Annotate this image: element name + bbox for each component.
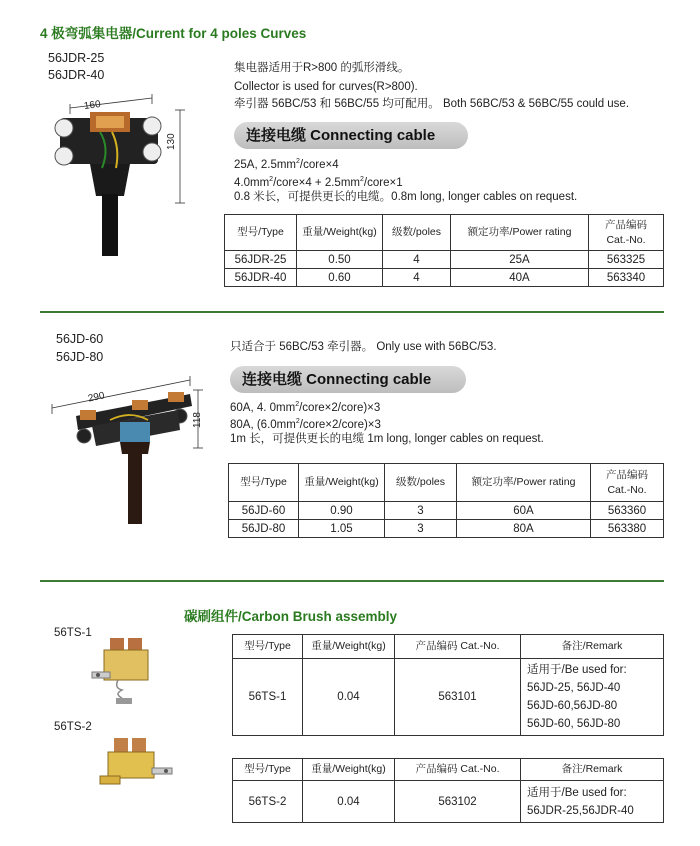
cell: 563380: [591, 520, 664, 538]
remark-line: 56JD-25, 56JD-40: [527, 682, 621, 694]
col-header: 级数/poles: [383, 215, 451, 251]
dimension-width: 290: [87, 390, 106, 405]
cell: 4: [383, 251, 451, 269]
cell: 0.04: [303, 659, 395, 736]
table-row: [225, 269, 664, 287]
dimension-height: 118: [192, 412, 203, 428]
spec-table-3pole: [228, 463, 664, 538]
cable-spec-text: 25A, 2.5mm: [234, 158, 296, 171]
cell: 56TS-2: [233, 781, 303, 823]
col-header: 产品编码 Cat.-No.: [395, 759, 521, 781]
cell: 25A: [451, 251, 589, 269]
cable-spec-text: 80A, (6.0mm: [230, 418, 296, 431]
superscript: 2: [269, 176, 274, 183]
cable-length-note: 1m 长，可提供更长的电缆 1m long, longer cables on request.: [230, 433, 544, 445]
brush-table-2: [232, 758, 664, 823]
superscript: 2: [360, 176, 364, 183]
col-header: 备注/Remark: [521, 759, 664, 781]
model-name: 56JDR-25: [48, 51, 105, 65]
cell: 56JD-60: [229, 502, 299, 520]
cable-spec-text: 60A, 4. 0mm: [230, 401, 296, 414]
cell: 0.04: [303, 781, 395, 823]
cell: 1.05: [299, 520, 385, 538]
col-header: 重量/Weight(kg): [297, 215, 383, 251]
col-header: 型号/Type: [225, 215, 297, 251]
cable-heading: 连接电缆 Connecting cable: [234, 122, 468, 149]
section-divider: [40, 311, 664, 313]
collector-3pole-image: [40, 370, 210, 530]
remark-cell: [521, 781, 664, 823]
col-header: 产品编码 Cat.-No.: [395, 635, 521, 659]
col-header: 备注/Remark: [521, 635, 664, 659]
col-header: [591, 464, 664, 502]
cable-spec-text: /core×4: [299, 158, 339, 171]
remark-line: 56JDR-25,56JDR-40: [527, 804, 634, 817]
cable-length-note: 0.8 米长，可提供更长的电缆。0.8m long, longer cables on request.: [234, 191, 578, 203]
col-header: 型号/Type: [233, 635, 303, 659]
cell: 563340: [589, 269, 664, 287]
spec-table-4pole: [224, 214, 664, 287]
collector-4pole-image: [40, 88, 200, 268]
cable-spec-text: 4.0mm: [234, 176, 270, 189]
cell: 563102: [395, 781, 521, 823]
cable-spec-text: /core×2/core)×3: [299, 418, 381, 431]
superscript: 2: [295, 418, 300, 425]
section-title-4pole: 4 极弯弧集电器/Current for 4 poles Curves: [40, 26, 307, 41]
dimension-width: 160: [83, 98, 102, 113]
col-header-line: 产品编码: [605, 218, 647, 231]
description-line: 集电器适用于R>800 的弧形滑线。: [234, 62, 410, 74]
remark-cell: [521, 659, 664, 736]
section-title-carbon-brush: 碳刷组件/Carbon Brush assembly: [184, 609, 398, 624]
col-header: [589, 215, 664, 251]
table-row: [233, 659, 664, 736]
cable-spec-text: /core×2/core)×3: [299, 401, 381, 414]
superscript: 2: [296, 158, 300, 165]
col-header: 型号/Type: [233, 759, 303, 781]
brush-label: 56TS-1: [54, 627, 92, 639]
carbon-brush-1-image: [92, 634, 172, 710]
cell: 56JD-80: [229, 520, 299, 538]
superscript: 2: [295, 401, 300, 408]
cable-spec-text: /core×1: [363, 176, 403, 189]
col-header: 重量/Weight(kg): [303, 635, 395, 659]
cell: 56JDR-40: [225, 269, 297, 287]
col-header-line: Cat.-No.: [607, 483, 647, 496]
carbon-brush-2-image: [100, 730, 180, 800]
cell: 60A: [457, 502, 591, 520]
dimension-height: 130: [166, 133, 177, 150]
col-header-line: Cat.-No.: [606, 233, 646, 246]
cell: 4: [383, 269, 451, 287]
description-line: 只适合于 56BC/53 牵引器。 Only use with 56BC/53.: [230, 341, 497, 353]
model-name: 56JD-60: [56, 332, 104, 346]
cell: 3: [385, 502, 457, 520]
table-row: [229, 520, 664, 538]
description-line: 牵引器 56BC/53 和 56BC/55 均可配用。 Both 56BC/53 & 56BC/55 could use.: [234, 98, 630, 110]
col-header: 额定功率/Power rating: [451, 215, 589, 251]
cell: 0.90: [299, 502, 385, 520]
cell: 563325: [589, 251, 664, 269]
remark-line: 56JD-60,56JD-80: [527, 700, 618, 712]
cell: 0.50: [297, 251, 383, 269]
cell: 56JDR-25: [225, 251, 297, 269]
section-divider: [40, 580, 664, 582]
cable-heading: 连接电缆 Connecting cable: [230, 366, 466, 393]
col-header: 型号/Type: [229, 464, 299, 502]
table-row: [229, 502, 664, 520]
cable-spec-text: /core×4 + 2.5mm: [273, 176, 360, 189]
table-row: [225, 251, 664, 269]
cell: 56TS-1: [233, 659, 303, 736]
table-row: [233, 781, 664, 823]
model-name: 56JDR-40: [48, 68, 105, 82]
cell: 563101: [395, 659, 521, 736]
description-line: Collector is used for curves(R>800).: [234, 81, 418, 93]
brush-table-1: [232, 634, 664, 736]
cell: 80A: [457, 520, 591, 538]
col-header-line: 产品编码: [606, 468, 648, 481]
cell: 40A: [451, 269, 589, 287]
brush-label: 56TS-2: [54, 721, 92, 733]
remark-line: 适用于/Be used for:: [527, 786, 627, 799]
remark-line: 适用于/Be used for:: [527, 664, 627, 676]
col-header: 重量/Weight(kg): [303, 759, 395, 781]
col-header: 级数/poles: [385, 464, 457, 502]
cell: 0.60: [297, 269, 383, 287]
remark-line: 56JD-60, 56JD-80: [527, 718, 621, 730]
cell: 3: [385, 520, 457, 538]
model-name: 56JD-80: [56, 350, 104, 364]
cell: 563360: [591, 502, 664, 520]
col-header: 额定功率/Power rating: [457, 464, 591, 502]
col-header: 重量/Weight(kg): [299, 464, 385, 502]
